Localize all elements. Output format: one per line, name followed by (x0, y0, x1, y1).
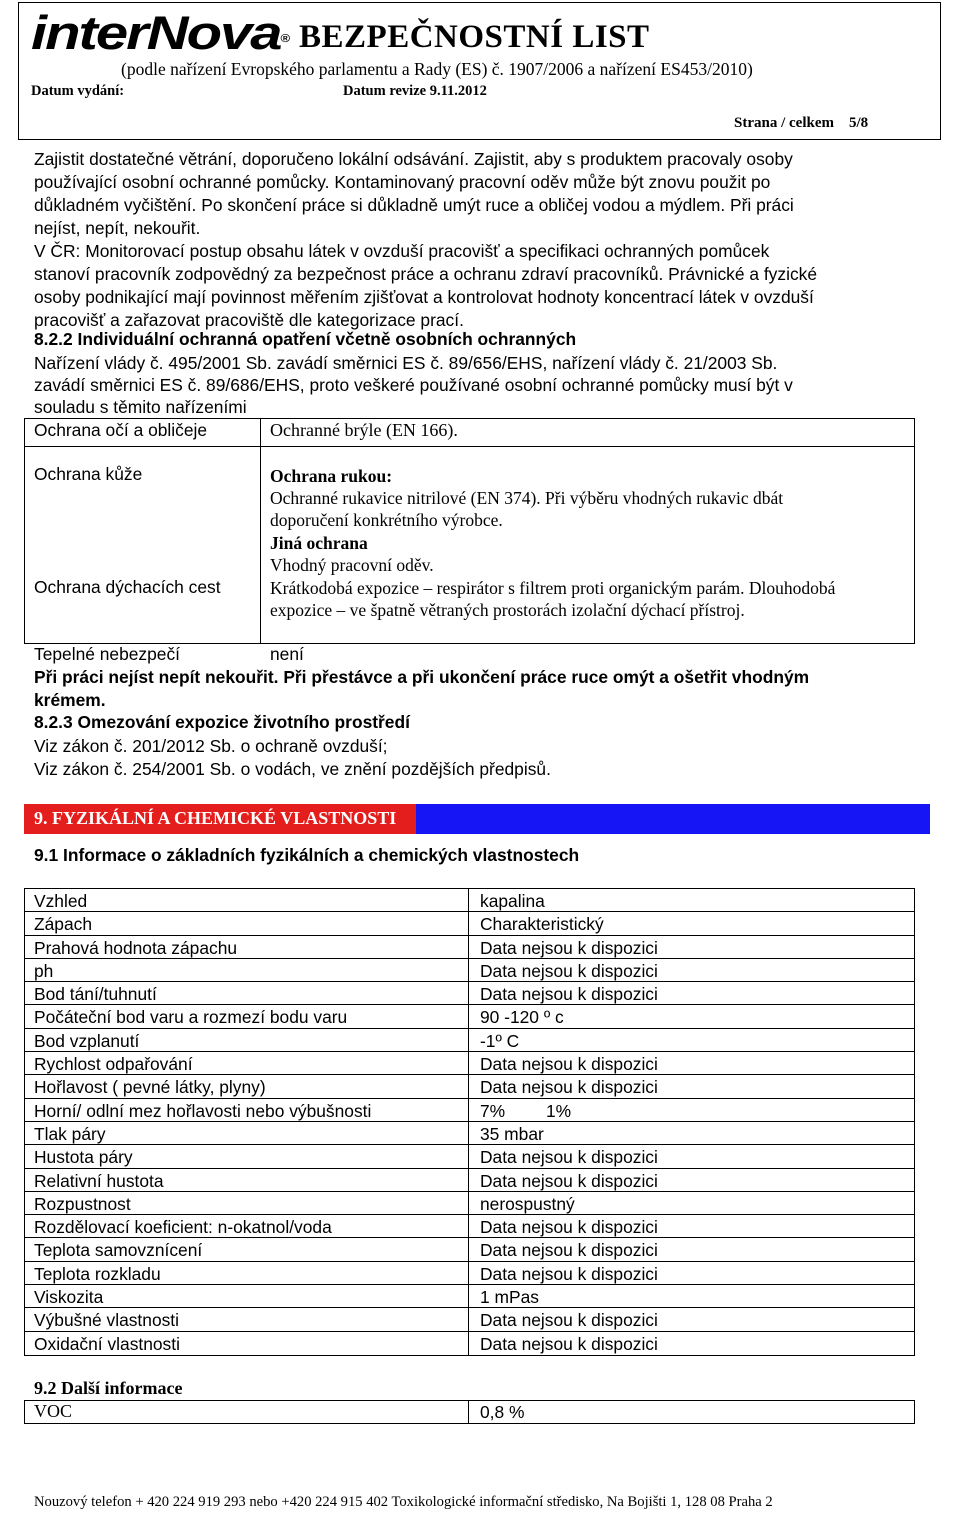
table-row (25, 1145, 914, 1168)
property-value: Data nejsou k dispozici (480, 1147, 658, 1168)
table-row (25, 1122, 914, 1145)
property-value: kapalina (480, 891, 545, 911)
table-row (25, 1099, 914, 1122)
property-value: 7% (480, 1100, 506, 1121)
property-value: Data nejsou k dispozici (480, 1240, 658, 1261)
table-row (25, 912, 914, 935)
table-divider (260, 419, 261, 643)
property-value: Data nejsou k dispozici (480, 1310, 658, 1331)
table-row (25, 1308, 914, 1331)
table-row (25, 936, 914, 959)
property-label: ph (34, 960, 54, 981)
property-value: nerospustný (480, 1193, 575, 1214)
intro-line: Zajistit dostatečné větrání, doporučeno lokální odsávání. Zajistit, aby s produktem pracovaly osoby (34, 149, 793, 169)
property-label: Oxidační vlastnosti (34, 1333, 180, 1354)
document-title: BEZPEČNOSTNÍ LIST (299, 19, 650, 55)
section-9-1-heading: 9.1 Informace o základních fyzikálních a chemických vlastnostech (34, 845, 580, 865)
property-value: 90 -120 º c (480, 1007, 564, 1028)
voc-label: VOC (34, 1401, 73, 1421)
property-value: 1 mPas (480, 1287, 539, 1308)
voc-value: 0,8 % (480, 1402, 525, 1422)
other-protection-value: Vhodný pracovní oděv. (270, 555, 434, 575)
property-value-secondary: 1% (546, 1100, 572, 1121)
thermal-hazard-value: není (270, 644, 304, 664)
respiratory-protection-text: expozice – ve špatně větraných prostorách izolační dýchací přístroj. (270, 600, 745, 620)
properties-table (24, 888, 915, 1356)
property-value: Data nejsou k dispozici (480, 960, 658, 981)
revision-date: Datum revize 9.11.2012 (343, 83, 487, 99)
intro-line: důkladném vyčištění. Po skončení práce si důkladně umýt ruce a obličej vodou a mýdlem. Při práci (34, 195, 794, 215)
regulation-line: souladu s těmito nařízeními (34, 397, 247, 417)
table-row (25, 1192, 914, 1215)
eye-protection-label: Ochrana očí a obličeje (34, 420, 208, 440)
table-row (25, 1169, 914, 1192)
table-row (25, 959, 914, 982)
property-value: Data nejsou k dispozici (480, 1054, 658, 1075)
property-label: Teplota rozkladu (34, 1263, 161, 1284)
thermal-hazard-label: Tepelné nebezpečí (34, 644, 181, 664)
property-value: 35 mbar (480, 1123, 544, 1144)
table-row (25, 1075, 914, 1098)
intro-line: osoby podnikající mají povinnost měřením zjišťovat a kontrolovat hodnoty koncentrací látek v ovzduší (34, 287, 814, 307)
property-label: Teplota samovznícení (34, 1240, 203, 1261)
table-row (25, 1029, 914, 1052)
logo-text: interNova (31, 6, 281, 60)
property-label: Rychlost odpařování (34, 1054, 193, 1075)
work-hygiene-note: krémem. (34, 690, 106, 710)
property-value: Data nejsou k dispozici (480, 1217, 658, 1238)
voc-table (24, 1400, 915, 1424)
property-label: Zápach (34, 914, 93, 935)
table-row (25, 1238, 914, 1261)
property-label: Rozdělovací koeficient: n-okatnol/voda (34, 1217, 332, 1238)
table-divider (468, 1401, 469, 1423)
property-label: Rozpustnost (34, 1193, 131, 1214)
property-label: Horní/ odlní mez hořlavosti nebo výbušnosti (34, 1100, 372, 1121)
table-row (25, 1215, 914, 1238)
table-row (25, 982, 914, 1005)
respiratory-protection-label: Ochrana dýchacích cest (34, 577, 221, 597)
table-row (25, 1262, 914, 1285)
regulation-line: Nařízení vlády č. 495/2001 Sb. zavádí směrnici ES č. 89/656/EHS, nařízení vlády č. 21/2003 Sb. (34, 353, 778, 373)
property-label: Počáteční bod varu a rozmezí bodu varu (34, 1007, 348, 1028)
work-hygiene-note: Při práci nejíst nepít nekouřit. Při přestávce a při ukončení práce ruce omýt a ošetřit vhodným (34, 667, 810, 687)
property-label: Hustota páry (34, 1147, 133, 1168)
section-9-heading-bar (24, 804, 930, 834)
table-row (25, 889, 914, 912)
table-row (25, 1052, 914, 1075)
property-value: -1º C (480, 1030, 520, 1051)
law-reference: Viz zákon č. 201/2012 Sb. o ochraně ovzduší; (34, 736, 388, 756)
table-row (25, 1285, 914, 1308)
emergency-phone-footer: Nouzový telefon + 420 224 919 293 nebo +420 224 915 402 Toxikologické informační středisko, Na Bojišti 1, 128 08 Praha 2 (34, 1494, 773, 1510)
section-8-2-3-heading: 8.2.3 Omezování expozice životního prostředí (34, 712, 410, 732)
table-row (25, 1332, 914, 1355)
table-divider (25, 446, 914, 447)
property-label: Vzhled (34, 891, 88, 911)
property-label: Bod vzplanutí (34, 1030, 140, 1051)
property-value: Data nejsou k dispozici (480, 984, 658, 1005)
property-value: Data nejsou k dispozici (480, 1263, 658, 1284)
property-label: Bod tání/tuhnutí (34, 984, 157, 1005)
company-logo (31, 6, 291, 60)
hand-protection-text: Ochranné rukavice nitrilové (EN 374). Při výběru vhodných rukavic dbát (270, 488, 784, 508)
issue-date-label: Datum vydání: (31, 83, 125, 99)
skin-protection-label: Ochrana kůže (34, 464, 143, 484)
property-label: Relativní hustota (34, 1170, 164, 1191)
protection-table (24, 418, 915, 644)
property-value: Data nejsou k dispozici (480, 1077, 658, 1098)
document-header (18, 2, 941, 140)
registered-mark: ® (280, 31, 291, 45)
regulation-line: zavádí směrnici ES č. 89/686/EHS, proto veškeré používané osobní ochranné pomůcky musí být v (34, 375, 793, 395)
regulation-reference: (podle nařízení Evropského parlamentu a Rady (ES) č. 1907/2006 a nařízení ES453/2010) (121, 59, 753, 79)
property-value: Data nejsou k dispozici (480, 1170, 658, 1191)
hand-protection-text: doporučení konkrétního výrobce. (270, 510, 503, 530)
section-8-2-2-heading: 8.2.2 Individuální ochranná opatření včetně osobních ochranných (34, 329, 577, 349)
property-label: Prahová hodnota zápachu (34, 937, 238, 958)
page-counter: Strana / celkem 5/8 (734, 115, 869, 131)
property-value: Data nejsou k dispozici (480, 1333, 658, 1354)
intro-line: stanoví pracovník zodpovědný za bezpečnost práce a ochranu zdraví pracovníků. Právnické a fyzické (34, 264, 818, 284)
intro-line: nejíst, nepít, nekouřit. (34, 218, 201, 238)
law-reference: Viz zákon č. 254/2001 Sb. o vodách, ve znění pozdějších předpisů. (34, 759, 551, 779)
intro-line: V ČR: Monitorovací postup obsahu látek v ovzduší pracovišť a specifikaci ochranných pomůcek (34, 241, 770, 261)
intro-line: používající osobní ochranné pomůcky. Kontaminovaný pracovní oděv může být znovu použit po (34, 172, 771, 192)
table-row (25, 1005, 914, 1028)
section-9-2-heading: 9.2 Další informace (34, 1378, 183, 1398)
section-9-heading: 9. FYZIKÁLNÍ A CHEMICKÉ VLASTNOSTI (34, 808, 397, 828)
other-protection-heading: Jiná ochrana (270, 533, 368, 553)
eye-protection-value: Ochranné brýle (EN 166). (270, 420, 458, 440)
respiratory-protection-text: Krátkodobá expozice – respirátor s filtrem proti organickým parám. Dlouhodobá (270, 578, 836, 598)
property-label: Tlak páry (34, 1123, 106, 1144)
intro-line: pracovišť a zařazovat pracoviště dle kategorizace prací. (34, 310, 464, 330)
property-value: Charakteristický (480, 914, 604, 935)
property-label: Výbušné vlastnosti (34, 1310, 180, 1331)
property-value: Data nejsou k dispozici (480, 937, 658, 958)
hand-protection-heading: Ochrana rukou: (270, 466, 393, 486)
property-label: Hořlavost ( pevné látky, plyny) (34, 1077, 266, 1098)
property-label: Viskozita (34, 1287, 104, 1308)
